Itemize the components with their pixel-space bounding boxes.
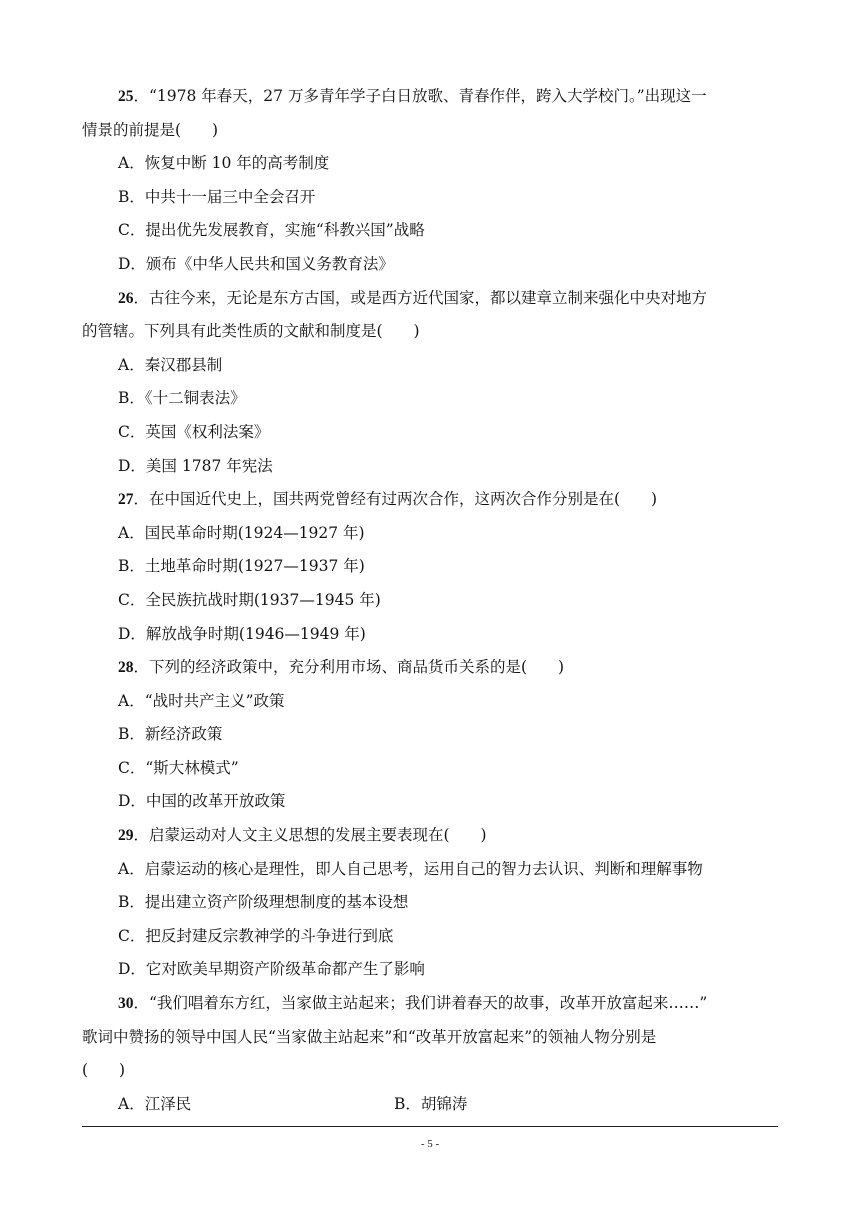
stem-text: ．在中国近代史上，国共两党曾经有过两次合作，这两次合作分别是在( ) <box>133 490 658 509</box>
question-number: 29 <box>118 827 134 845</box>
footer-divider <box>82 1126 778 1127</box>
option-a: A．恢复中断 10 年的高考制度 <box>118 154 330 173</box>
question-list <box>82 80 778 1121</box>
options-row <box>82 1088 778 1122</box>
option-a: A．国民革命时期(1924—1927 年) <box>118 523 365 542</box>
question-number: 25 <box>118 88 134 105</box>
question-number: 27 <box>118 491 134 509</box>
option-c: C．全民族抗战时期(1937—1945 年) <box>118 590 381 609</box>
option-c: C．提出优先发展教育，实施“科教兴国”战略 <box>118 221 425 240</box>
option-b: B．新经济政策 <box>118 725 223 744</box>
question-number: 28 <box>118 659 134 677</box>
question-stem <box>82 987 778 1021</box>
option-b: B．提出建立资产阶级理想制度的基本设想 <box>118 893 409 912</box>
stem-text: 情景的前提是( ) <box>82 120 219 139</box>
page-number: - 5 - <box>420 1138 440 1150</box>
question-stem <box>82 80 778 114</box>
option-d: D．它对欧美早期资产阶级革命都产生了影响 <box>118 960 425 979</box>
stem-text: ．启蒙运动对人文主义思想的发展主要表现在( ) <box>133 826 487 845</box>
option-a: A．秦汉郡县制 <box>118 355 223 374</box>
stem-text: 的管辖。下列具有此类性质的文献和制度是( ) <box>82 322 420 341</box>
option-b: B．胡锦涛 <box>394 1094 468 1113</box>
question-number: 30 <box>118 995 134 1013</box>
option-a: A．江泽民 <box>118 1094 192 1113</box>
option-c: C．英国《权利法案》 <box>118 422 270 441</box>
option-d: D．颁布《中华人民共和国义务教育法》 <box>118 254 394 273</box>
question-stem <box>82 282 778 316</box>
option-b: B．中共十一届三中全会召开 <box>118 187 316 206</box>
option-a: A．“战时共产主义”政策 <box>118 691 285 710</box>
question-stem <box>82 651 778 685</box>
stem-text: ．下列的经济政策中，充分利用市场、商品货币关系的是( ) <box>133 658 565 677</box>
question-stem <box>82 483 778 517</box>
stem-text: ．“1978 年春天，27 万多青年学子白日放歌、青春作伴，跨入大学校门。”出现这一 <box>133 87 707 105</box>
option-b: B．土地革命时期(1927—1937 年) <box>118 557 365 576</box>
option-d: D．美国 1787 年宪法 <box>118 456 273 475</box>
stem-text: ．“我们唱着东方红，当家做主站起来；我们讲着春天的故事，改革开放富起来……” <box>133 994 708 1013</box>
option-c: C．“斯大林模式” <box>118 758 239 777</box>
option-d: D．解放战争时期(1946—1949 年) <box>118 624 366 643</box>
option-d: D．中国的改革开放政策 <box>118 792 286 811</box>
option-b: B．《十二铜表法》 <box>118 389 246 408</box>
stem-text: 歌词中赞扬的领导中国人民“当家做主站起来”和“改革开放富起来”的领袖人物分别是 <box>82 1027 657 1046</box>
answer-blank: ( ) <box>82 1061 126 1080</box>
question-stem <box>82 819 778 853</box>
stem-text: ．古往今来，无论是东方古国，或是西方近代国家，都以建章立制来强化中央对地方 <box>133 288 708 307</box>
option-a: A．启蒙运动的核心是理性，即人自己思考，运用自己的智力去认识、判断和理解事物 <box>118 859 703 878</box>
question-number: 26 <box>118 289 134 307</box>
option-c: C．把反封建反宗教神学的斗争进行到底 <box>118 926 394 945</box>
